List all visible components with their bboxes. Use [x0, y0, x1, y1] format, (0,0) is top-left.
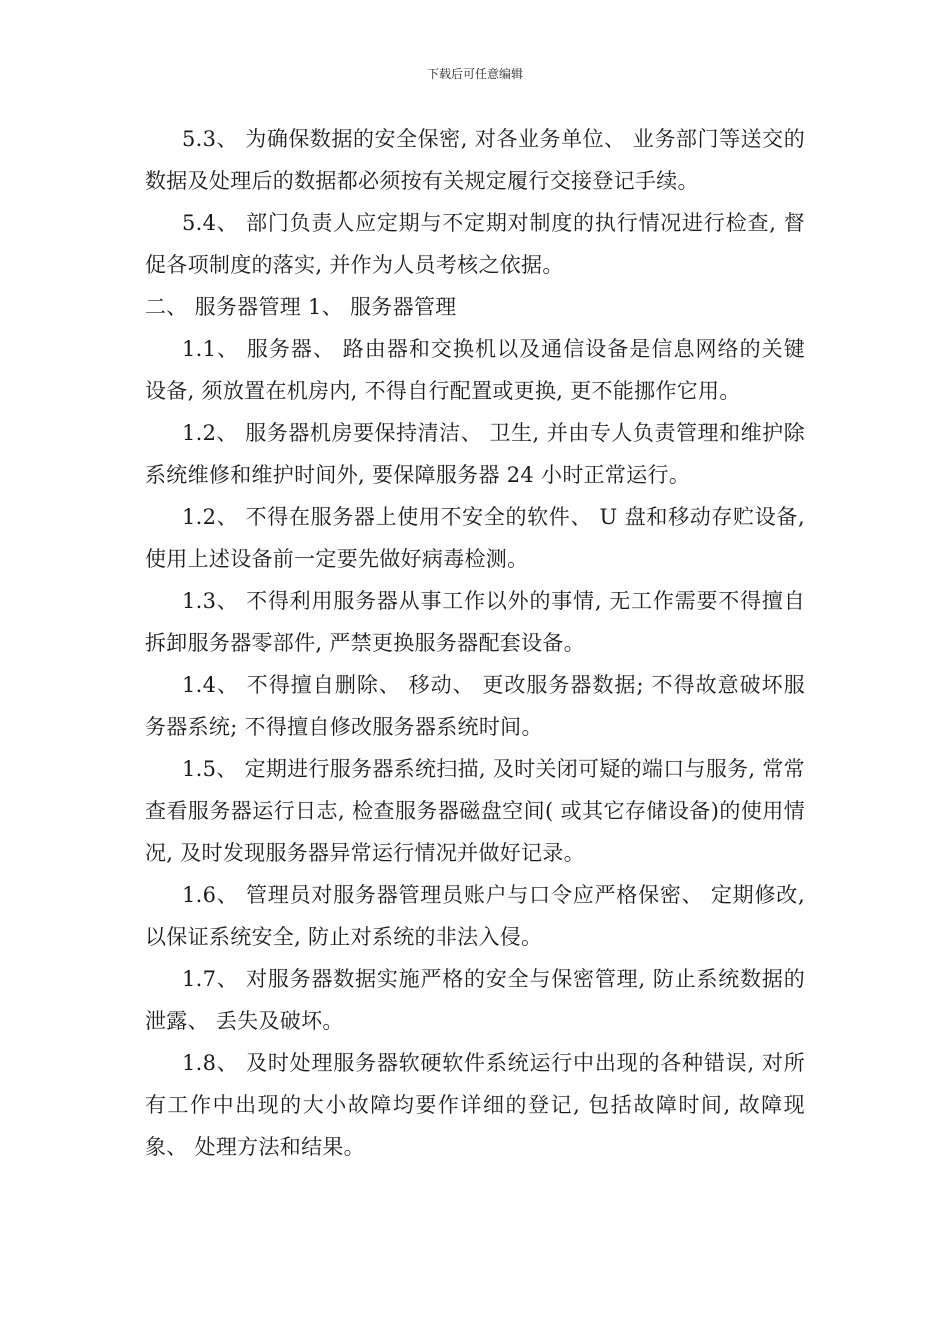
paragraph-1-6: 1.6、 管理员对服务器管理员账户与口令应严格保密、 定期修改, 以保证系统安全, 防止对系统的非法入侵。: [145, 883, 805, 949]
paragraph-1-2a: 1.2、 服务器机房要保持清洁、 卫生, 并由专人负责管理和维护除系统维修和维护时间外, 要保障服务器 24 小时正常运行。: [145, 421, 805, 487]
paragraph-5-3: 5.3、 为确保数据的安全保密, 对各业务单位、 业务部门等送交的数据及处理后的数据都必须按有关规定履行交接登记手续。: [145, 127, 805, 193]
paragraph-1-7: 1.7、 对服务器数据实施严格的安全与保密管理, 防止系统数据的泄露、 丢失及破坏。: [145, 967, 805, 1033]
paragraph-1-8: 1.8、 及时处理服务器软硬软件系统运行中出现的各种错误, 对所有工作中出现的大小故障均要作详细的登记, 包括故障时间, 故障现象、 处理方法和结果。: [145, 1051, 805, 1159]
paragraph-1-2b: 1.2、 不得在服务器上使用不安全的软件、 U 盘和移动存贮设备, 使用上述设备前一定要先做好病毒检测。: [145, 505, 805, 571]
section-heading-server-management: 二、 服务器管理 1、 服务器管理: [145, 295, 457, 319]
paragraph-1-3: 1.3、 不得利用服务器从事工作以外的事情, 无工作需要不得擅自拆卸服务器零部件, 严禁更换服务器配套设备。: [145, 589, 805, 655]
document-body: [145, 118, 805, 1168]
paragraph-5-4: 5.4、 部门负责人应定期与不定期对制度的执行情况进行检查, 督促各项制度的落实, 并作为人员考核之依据。: [145, 211, 805, 277]
paragraph-1-5: 1.5、 定期进行服务器系统扫描, 及时关闭可疑的端口与服务, 常常查看服务器运行日志, 检查服务器磁盘空间( 或其它存储设备)的使用情况, 及时发现服务器异常运行情况并做好记录。: [145, 757, 805, 865]
paragraph-1-4: 1.4、 不得擅自删除、 移动、 更改服务器数据; 不得故意破坏服务器系统; 不得擅自修改服务器系统时间。: [145, 673, 805, 739]
paragraph-1-1: 1.1、 服务器、 路由器和交换机以及通信设备是信息网络的关键设备, 须放置在机房内, 不得自行配置或更换, 更不能挪作它用。: [145, 337, 805, 403]
page-header: 下载后可任意编辑: [426, 67, 523, 81]
